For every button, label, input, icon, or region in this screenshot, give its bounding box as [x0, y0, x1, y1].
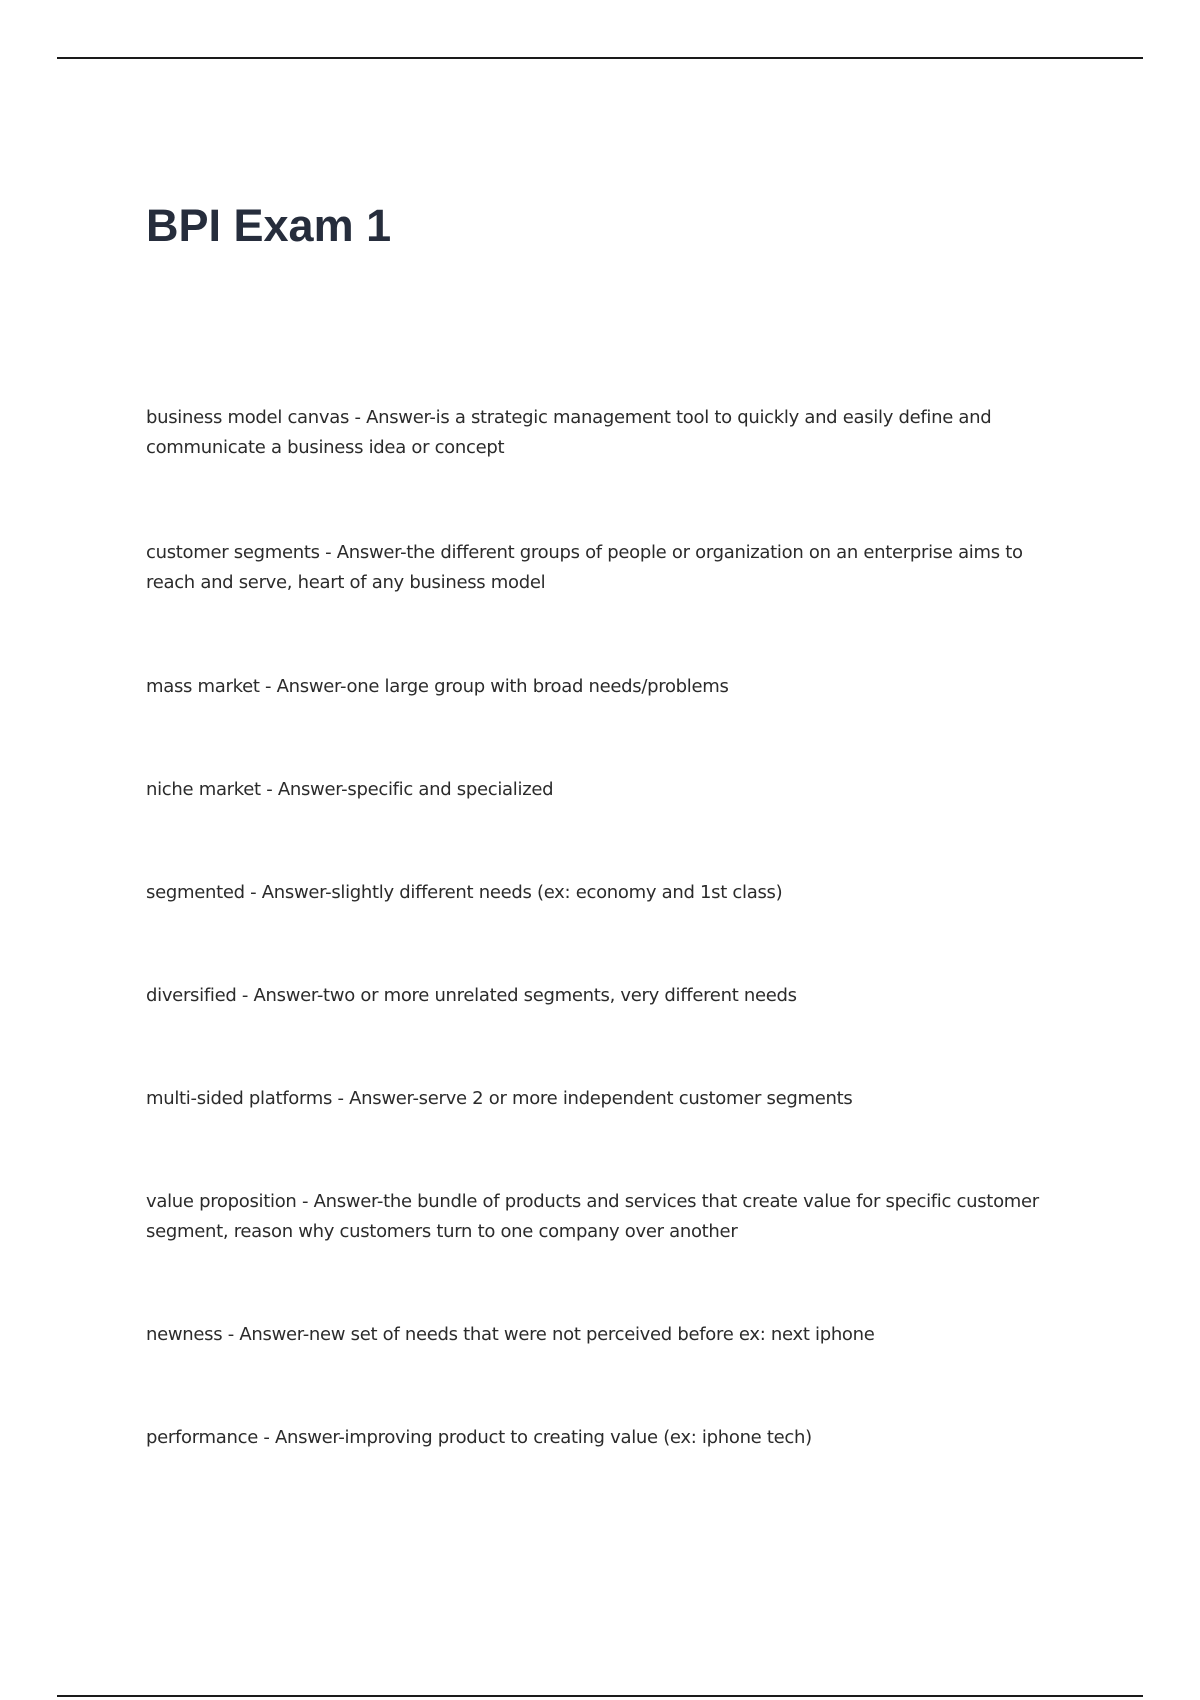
flashcard-entry: value proposition - Answer-the bundle of products and services that create value for specific customer segment, reason why customers turn to one company over another: [146, 1191, 1039, 1242]
flashcard-entry: business model canvas - Answer-is a strategic management tool to quickly and easily define and communicate a business idea or concept: [146, 407, 992, 458]
flashcard-entry: niche market - Answer-specific and specialized: [146, 779, 554, 800]
flashcard-entry: customer segments - Answer-the different groups of people or organization on an enterprise aims to reach and serve, heart of any business model: [146, 542, 1023, 593]
page-title: BPI Exam 1: [146, 200, 392, 251]
flashcard-entry: segmented - Answer-slightly different needs (ex: economy and 1st class): [146, 882, 783, 903]
flashcard-entry: newness - Answer-new set of needs that were not perceived before ex: next iphone: [146, 1324, 875, 1345]
flashcard-entry: diversified - Answer-two or more unrelated segments, very different needs: [146, 985, 797, 1006]
top-divider: [57, 57, 1143, 59]
bottom-divider: [57, 1695, 1143, 1697]
flashcard-entry: multi-sided platforms - Answer-serve 2 or more independent customer segments: [146, 1088, 853, 1109]
flashcard-entry: performance - Answer-improving product to creating value (ex: iphone tech): [146, 1427, 812, 1448]
flashcard-entry: mass market - Answer-one large group with broad needs/problems: [146, 676, 729, 697]
